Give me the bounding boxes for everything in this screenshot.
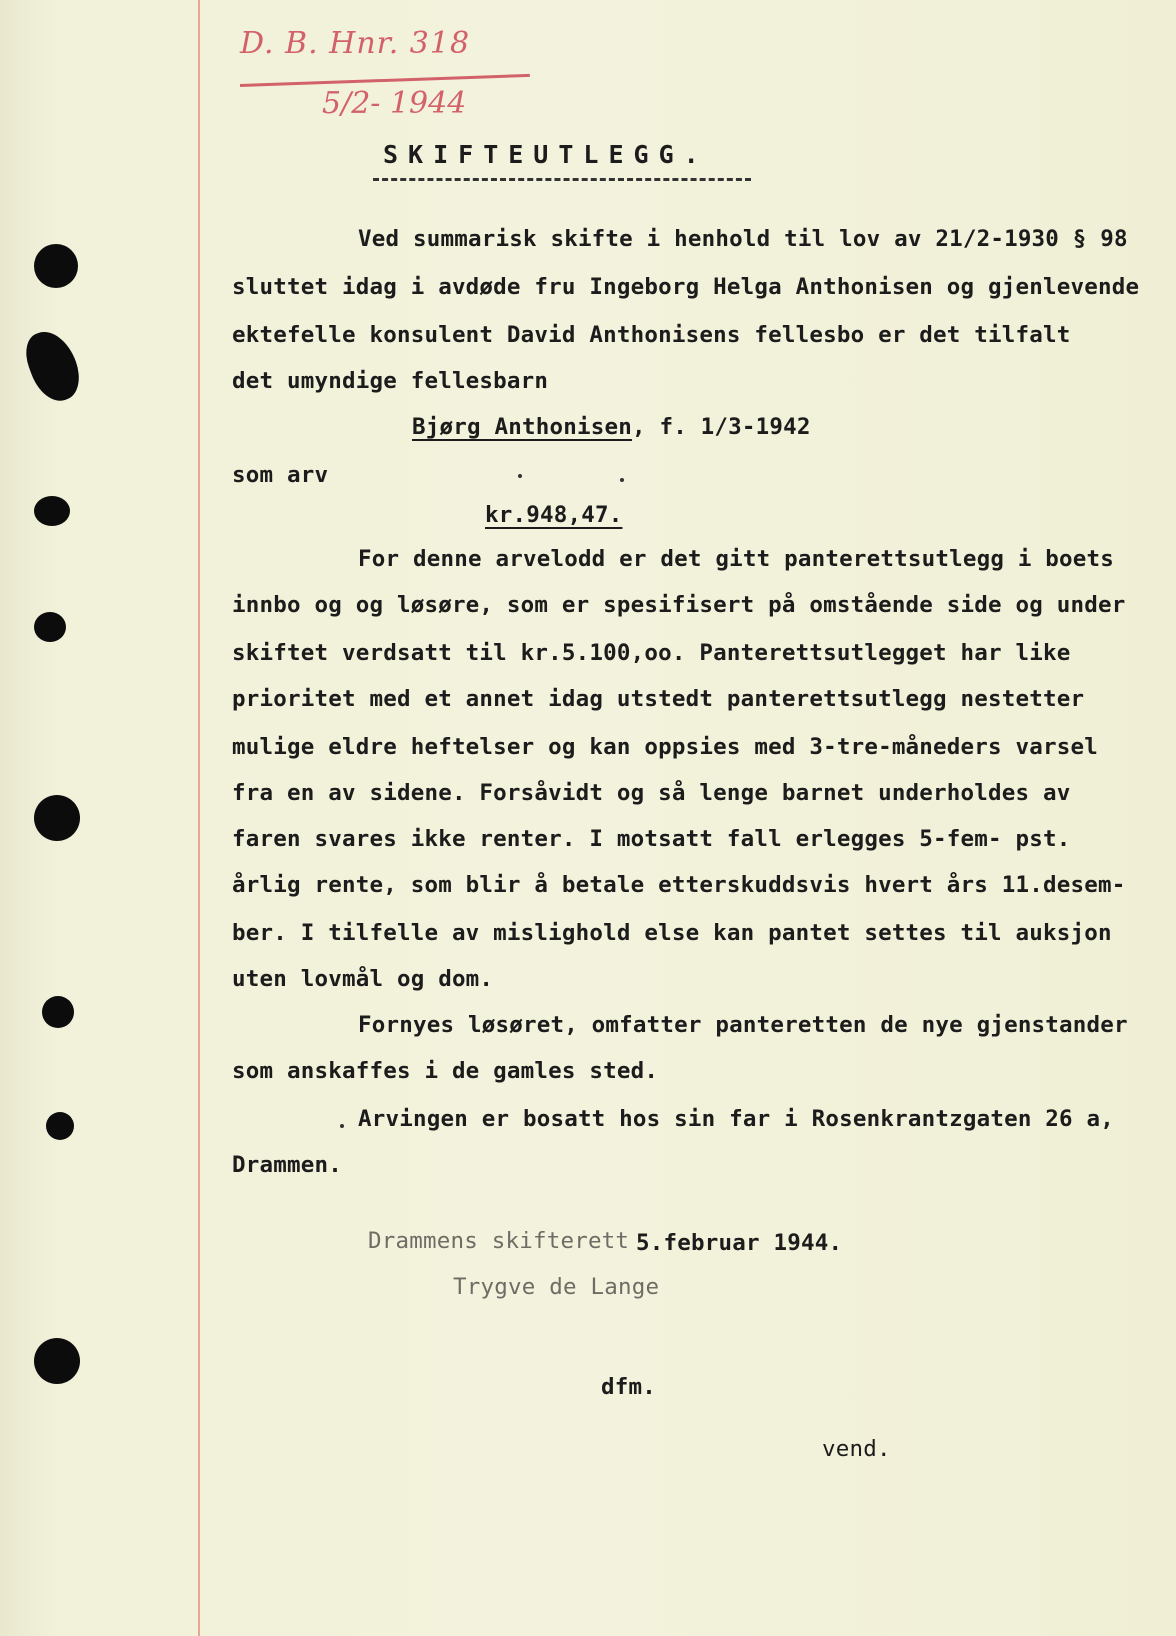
margin-line [198, 0, 200, 1636]
document-title: SKIFTEUTLEGG. [383, 140, 709, 169]
ink-speck [518, 474, 522, 478]
body-line: fra en av sidene. Forsåvidt og så lenge barnet underholdes av [232, 780, 1071, 806]
body-line: det umyndige fellesbarn [232, 368, 549, 394]
body-line: sluttet idag i avdøde fru Ingeborg Helga Anthonisen og gjenlevende [232, 274, 1140, 300]
punch-hole [34, 244, 78, 288]
heir-birth: , f. 1/3-1942 [631, 414, 811, 440]
punch-hole [19, 324, 87, 407]
body-line: mulige eldre heftelser og kan oppsies med 3-tre-måneders varsel [232, 734, 1099, 760]
punch-hole [42, 996, 74, 1028]
body-line: ektefelle konsulent David Anthonisens fellesbo er det tilfalt [232, 322, 1071, 348]
punch-hole [34, 1338, 80, 1384]
inheritance-amount: kr.948,47. [485, 502, 623, 528]
ink-speck [620, 478, 624, 482]
title-rule [373, 178, 751, 181]
stamp-date: 5/2- 1944 [322, 86, 467, 121]
body-line: faren svares ikke renter. I motsatt fall erlegges 5-fem- pst. [232, 826, 1071, 852]
punch-hole [46, 1112, 74, 1140]
body-line: uten lovmål og dom. [232, 966, 494, 992]
body-line: Ved summarisk skifte i henhold til lov av 21/2-1930 § 98 [358, 226, 1128, 252]
body-line: skiftet verdsatt til kr.5.100,oo. Panterettsutlegget har like [232, 640, 1071, 666]
heir-name: Bjørg Anthonisen [412, 414, 632, 440]
body-line: innbo og og løsøre, som er spesifisert på omstående side og under [232, 592, 1126, 618]
punch-hole [34, 612, 66, 642]
body-line: som anskaffes i de gamles sted. [232, 1058, 659, 1084]
turn-over-note: vend. [822, 1436, 891, 1462]
stamp-reference: D. B. Hnr. 318 [240, 26, 471, 61]
signature-date: 5.februar 1944. [636, 1230, 843, 1256]
clerk-initials: dfm. [601, 1374, 656, 1400]
body-line: ber. I tilfelle av mislighold else kan pantet settes til auksjon [232, 920, 1112, 946]
body-line: årlig rente, som blir å betale etterskuddsvis hvert års 11.desem- [232, 872, 1126, 898]
punch-hole [34, 496, 70, 526]
inheritance-prefix: som arv [232, 462, 329, 488]
judge-name: Trygve de Lange [453, 1274, 660, 1300]
court-name: Drammens skifterett [368, 1228, 630, 1254]
heir-line [412, 414, 811, 440]
body-line: Drammen. [232, 1152, 342, 1178]
punch-hole [34, 795, 80, 841]
body-line: Arvingen er bosatt hos sin far i Rosenkrantzgaten 26 a, [358, 1106, 1115, 1132]
body-line: prioritet med et annet idag utstedt panterettsutlegg nestetter [232, 686, 1085, 712]
body-line: For denne arvelodd er det gitt panterettsutlegg i boets [358, 546, 1115, 572]
body-line: Fornyes løsøret, omfatter panteretten de nye gjenstander [358, 1012, 1128, 1038]
ink-speck [340, 1124, 344, 1128]
